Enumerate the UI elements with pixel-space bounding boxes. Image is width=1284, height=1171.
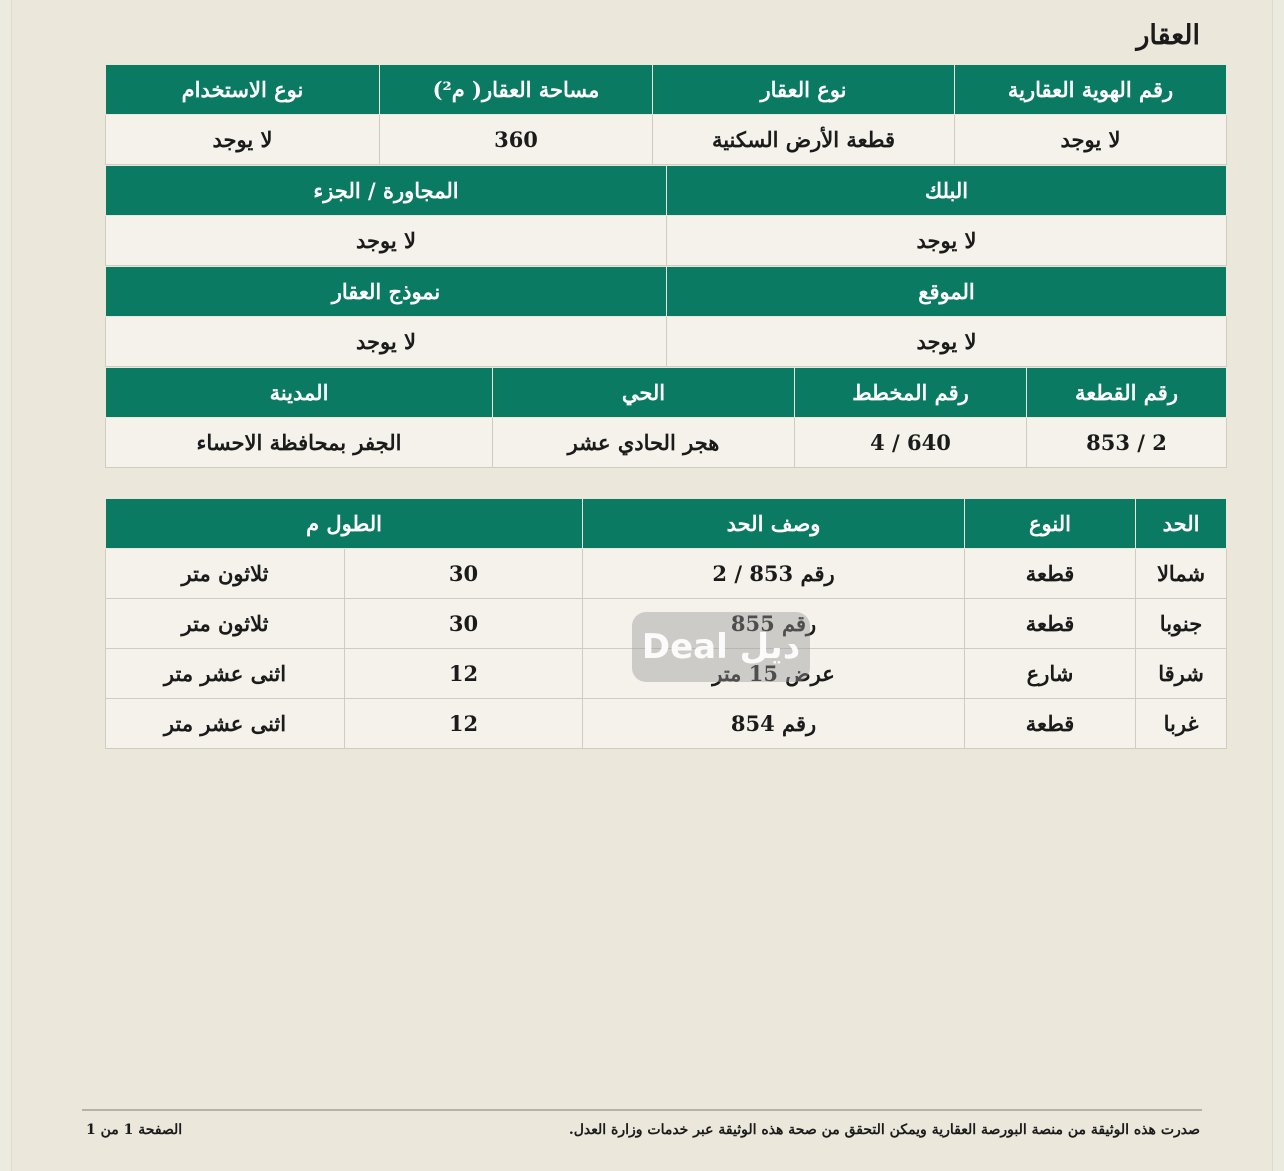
location-table	[105, 266, 1227, 367]
plot-number-value: 853 / 2	[1027, 418, 1227, 468]
property-id-header: رقم الهوية العقارية	[955, 65, 1227, 115]
plan-number-header: رقم المخطط	[795, 368, 1027, 418]
property-model-value: لا يوجد	[106, 317, 667, 367]
property-area-header: مساحة العقار( م²)	[380, 65, 653, 115]
district-value: هجر الحادي عشر	[493, 418, 795, 468]
boundary-length-number: 30	[345, 599, 583, 649]
boundary-length-words: اثنى عشر متر	[106, 649, 345, 699]
boundary-side: شرقا	[1136, 649, 1227, 699]
block-table	[105, 165, 1227, 266]
boundary-description: عرض 15 متر	[583, 649, 965, 699]
boundary-side: غربا	[1136, 699, 1227, 749]
boundary-side-header: الحد	[1136, 499, 1227, 549]
boundary-type: شارع	[965, 649, 1136, 699]
district-header: الحي	[493, 368, 795, 418]
boundary-description: رقم 853 / 2	[583, 549, 965, 599]
boundary-length-number: 30	[345, 549, 583, 599]
boundary-description-header: وصف الحد	[583, 499, 965, 549]
footer-divider	[82, 1109, 1202, 1111]
property-area-value: 360	[380, 115, 653, 165]
boundary-type: قطعة	[965, 699, 1136, 749]
boundary-length-words: ثلاثون متر	[106, 599, 345, 649]
property-type-value: قطعة الأرض السكنية	[653, 115, 955, 165]
footer-note: صدرت هذه الوثيقة من منصة البورصة العقارية ويمكن التحقق من صحة هذه الوثيقة عبر خدمات وزارة العدل.	[568, 1122, 1200, 1138]
city-header: المدينة	[106, 368, 493, 418]
property-id-value: لا يوجد	[955, 115, 1227, 165]
property-type-header: نوع العقار	[653, 65, 955, 115]
section-title: العقار	[1136, 20, 1200, 51]
property-table	[105, 64, 1227, 165]
location-header: الموقع	[667, 267, 1227, 317]
boundary-type-header: النوع	[965, 499, 1136, 549]
boundary-type: قطعة	[965, 599, 1136, 649]
boundary-type: قطعة	[965, 549, 1136, 599]
boundary-length-words: ثلاثون متر	[106, 549, 345, 599]
location-value: لا يوجد	[667, 317, 1227, 367]
plot-number-header: رقم القطعة	[1027, 368, 1227, 418]
table-row	[106, 699, 1227, 749]
boundary-length-number: 12	[345, 649, 583, 699]
boundary-length-number: 12	[345, 699, 583, 749]
usage-type-value: لا يوجد	[106, 115, 380, 165]
document-page	[12, 0, 1272, 1171]
table-row	[106, 549, 1227, 599]
boundary-side: شمالا	[1136, 549, 1227, 599]
usage-type-header: نوع الاستخدام	[106, 65, 380, 115]
boundary-description: رقم 854	[583, 699, 965, 749]
boundary-length-header: الطول م	[106, 499, 583, 549]
city-value: الجفر بمحافظة الاحساء	[106, 418, 493, 468]
boundary-side: جنوبا	[1136, 599, 1227, 649]
plot-table	[105, 367, 1227, 468]
boundary-description: رقم 855	[583, 599, 965, 649]
block-value: لا يوجد	[667, 216, 1227, 266]
block-header: البلك	[667, 166, 1227, 216]
neighborhood-part-value: لا يوجد	[106, 216, 667, 266]
page-number: الصفحة 1 من 1	[86, 1122, 183, 1138]
plan-number-value: 4 / 640	[795, 418, 1027, 468]
neighborhood-part-header: المجاورة / الجزء	[106, 166, 667, 216]
deal-watermark: Deal ديل	[632, 612, 810, 682]
property-model-header: نموذج العقار	[106, 267, 667, 317]
boundary-length-words: اثنى عشر متر	[106, 699, 345, 749]
